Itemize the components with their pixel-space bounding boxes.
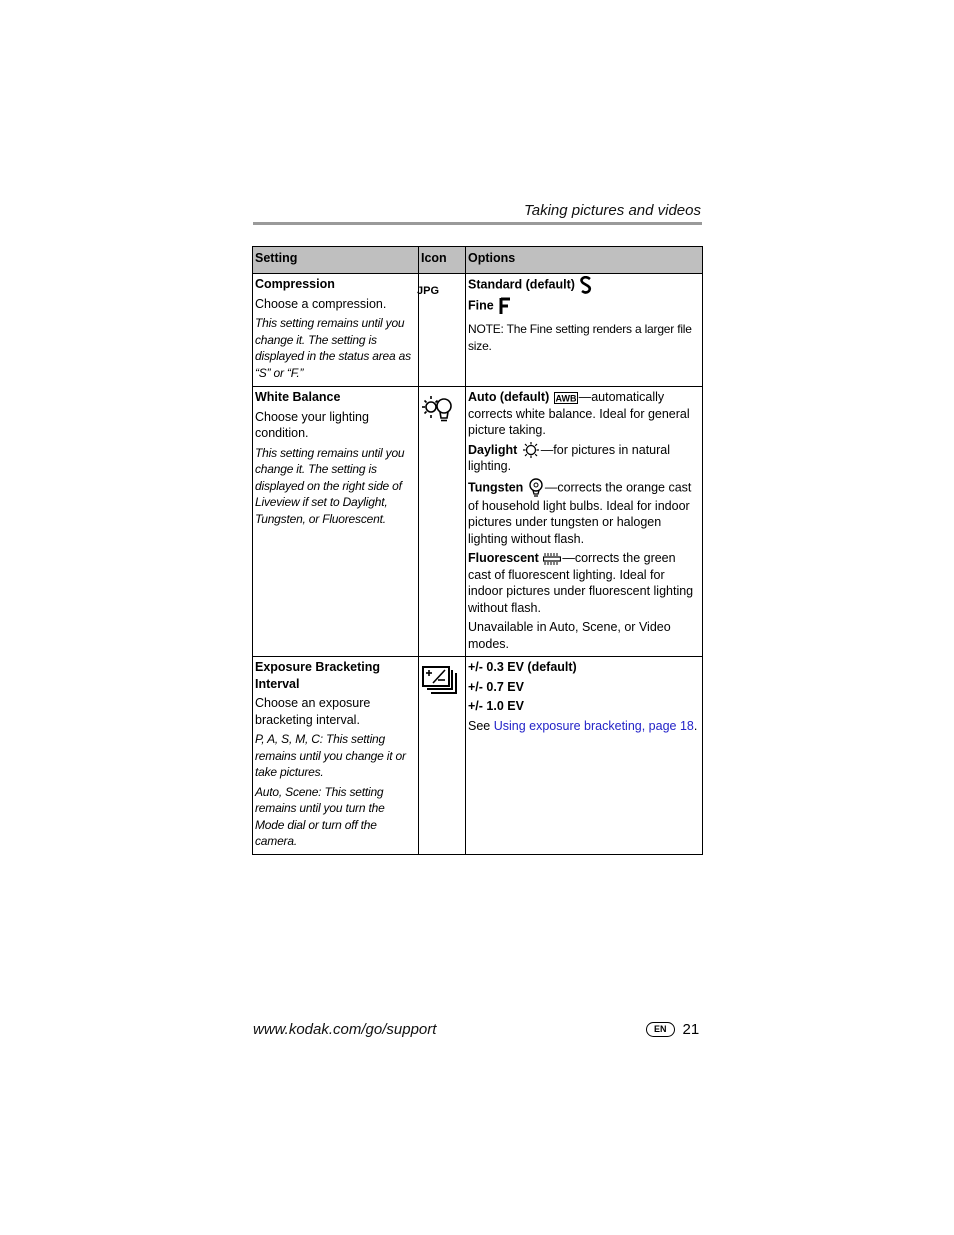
standard-s-icon xyxy=(579,276,593,294)
setting-cell xyxy=(253,657,419,855)
setting-name: White Balance xyxy=(255,390,341,404)
options-cell xyxy=(466,657,703,855)
jpg-icon: JPG xyxy=(417,285,440,297)
language-badge: EN xyxy=(646,1022,675,1037)
option-ev-03 xyxy=(468,659,700,676)
option-label: +/- 0.3 EV (default) xyxy=(468,660,577,675)
table-row-compression xyxy=(253,274,703,387)
option-label: +/- 0.7 EV xyxy=(468,679,524,694)
option-label: Daylight xyxy=(468,442,518,457)
column-header-icon: Icon xyxy=(419,247,466,274)
setting-note: Auto, Scene: This setting remains until you turn the Mode dial or turn off the camera. xyxy=(255,784,385,849)
option-fluorescent xyxy=(468,550,700,616)
option-note: NOTE: The Fine setting renders a larger file size. xyxy=(468,322,692,353)
option-fine xyxy=(468,297,700,315)
awb-icon xyxy=(554,392,578,404)
option-label: Fine xyxy=(468,298,494,313)
table-header-row xyxy=(253,247,703,274)
option-tungsten xyxy=(468,478,700,548)
option-text: —corrects the green cast of fluorescent lighting. Ideal for indoor pictures under fluorescent lighting without flash. xyxy=(468,551,694,615)
setting-note: P, A, S, M, C: This setting remains until you change it or take pictures. xyxy=(255,732,406,780)
option-daylight xyxy=(468,442,700,475)
option-ev-10 xyxy=(468,698,700,715)
option-label: Tungsten xyxy=(468,480,524,494)
column-header-options: Options xyxy=(466,247,703,274)
tungsten-icon xyxy=(528,478,544,498)
option-label: Standard (default) xyxy=(468,277,575,292)
fine-f-icon xyxy=(498,297,512,315)
icon-cell xyxy=(419,274,466,387)
see-suffix: . xyxy=(693,718,698,733)
options-cell xyxy=(466,274,703,387)
table-row-exposure-bracketing xyxy=(253,657,703,855)
option-label: Auto (default) xyxy=(468,390,550,404)
setting-description: Choose an exposure bracketing interval. xyxy=(255,696,371,727)
fluorescent-icon xyxy=(543,552,561,566)
option-label: Fluorescent xyxy=(468,551,539,566)
daylight-icon xyxy=(522,442,540,458)
setting-description: Choose your lighting condition. xyxy=(255,409,369,440)
svg-text:AWB: AWB xyxy=(555,393,577,404)
setting-cell xyxy=(253,387,419,657)
see-reference xyxy=(468,718,700,735)
option-text: —corrects the orange cast of household light bulbs. Ideal for indoor pictures under tungsten or halogen lighting without flash. xyxy=(468,480,692,546)
options-cell xyxy=(466,387,703,657)
table-row-white-balance xyxy=(253,387,703,657)
option-label: +/- 1.0 EV xyxy=(468,699,524,714)
option-ev-07 xyxy=(468,679,700,696)
option-standard xyxy=(468,276,700,294)
see-prefix: See xyxy=(468,718,494,733)
setting-name: Compression xyxy=(255,277,335,291)
option-text: —automatically corrects white balance. Ideal for general picture taking. xyxy=(468,390,690,437)
icon-cell xyxy=(419,657,466,855)
header-rule xyxy=(253,222,702,225)
exposure-bracketing-link[interactable]: Using exposure bracketing, page 18 xyxy=(493,718,694,733)
setting-description: Choose a compression. xyxy=(255,296,387,311)
settings-table xyxy=(252,246,703,855)
page-header-title: Taking pictures and videos xyxy=(523,202,701,219)
icon-cell xyxy=(419,387,466,657)
column-header-setting: Setting xyxy=(253,247,419,274)
exposure-bracketing-icon xyxy=(421,665,459,697)
page-number: 21 xyxy=(682,1021,700,1038)
setting-note: This setting remains until you change it. The setting is displayed on the right side of Liveview if set to Daylight, Tungsten, or Fluorescent. xyxy=(255,445,405,526)
setting-name: Exposure Bracketing Interval xyxy=(255,660,381,691)
option-auto xyxy=(468,389,700,439)
option-note: Unavailable in Auto, Scene, or Video modes. xyxy=(468,620,671,651)
setting-note: This setting remains until you change it. The setting is displayed in the status area as “S” or “F.” xyxy=(255,316,411,380)
setting-cell xyxy=(253,274,419,387)
footer-support-url[interactable]: www.kodak.com/go/support xyxy=(253,1021,437,1038)
option-text: —for pictures in natural lighting. xyxy=(468,442,671,474)
footer-page-info xyxy=(646,1021,699,1038)
white-balance-icon xyxy=(421,393,455,425)
